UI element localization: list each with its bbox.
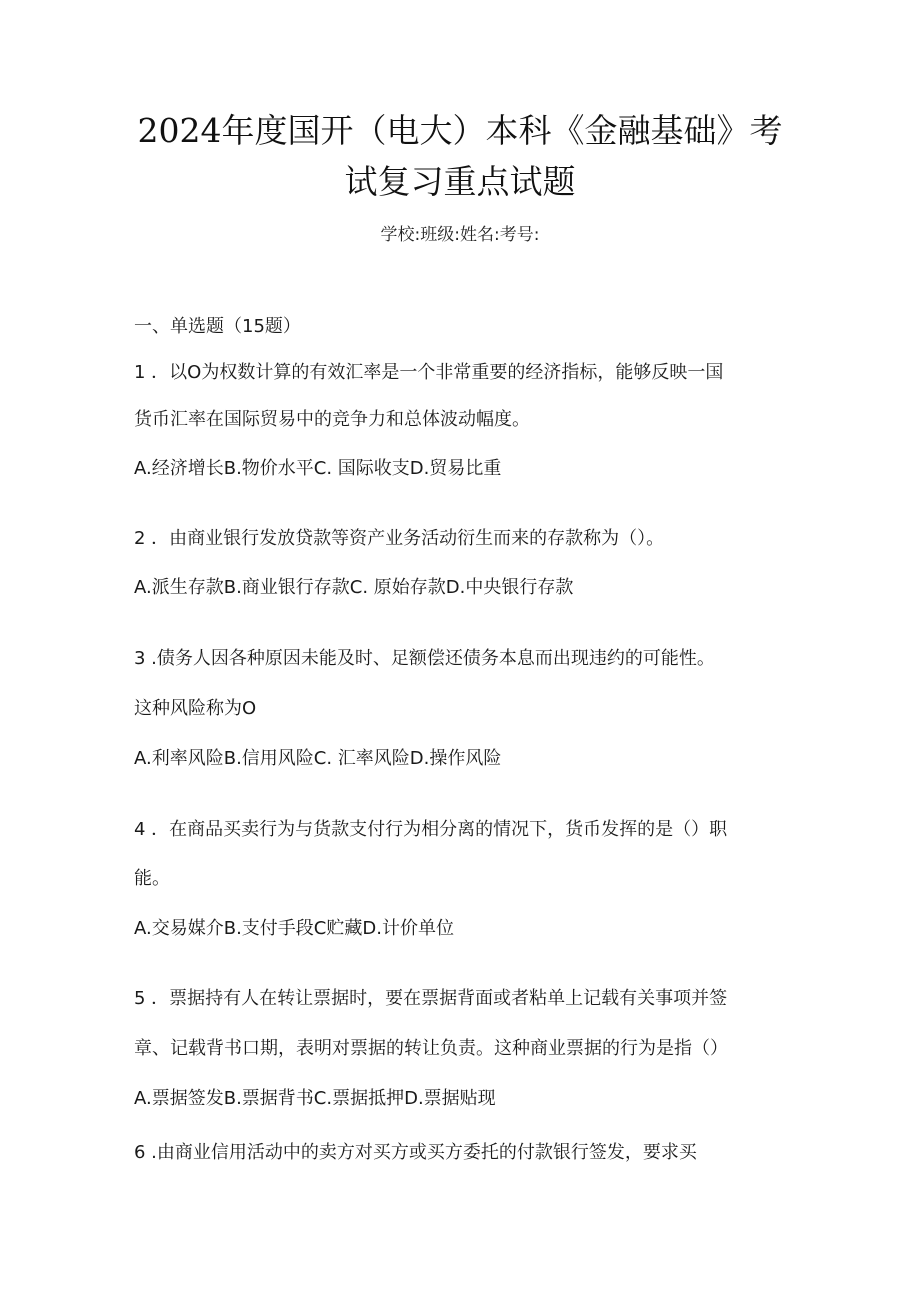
question-3-text-line-2: 这种风险称为O [134, 698, 257, 719]
question-6-text-line-1: 6 .由商业信用活动中的卖方对买方或买方委托的付款银行签发，要求买 [134, 1142, 697, 1163]
document-title-line-1: 2024年度国开（电大）本科《金融基础》考 [137, 111, 783, 150]
question-2-text-line-1: 2 ．由商业银行发放贷款等资产业务活动衍生而来的存款称为（）。 [134, 528, 665, 549]
section-heading: 一、单选题（15题） [134, 316, 301, 337]
question-1-options: A.经济增长B.物价水平C. 国际收支D.贸易比重 [134, 458, 502, 479]
question-1-text-line-1: 1 ．以O为权数计算的有效汇率是一个非常重要的经济指标，能够反映一国 [134, 362, 724, 383]
question-4-options: A.交易媒介B.支付手段C贮藏D.计价单位 [134, 918, 454, 939]
question-3-text-line-1: 3 .债务人因各种原因未能及时、足额偿还债务本息而出现违约的可能性。 [134, 648, 715, 669]
question-3-options: A.利率风险B.信用风险C. 汇率风险D.操作风险 [134, 748, 502, 769]
question-2-options: A.派生存款B.商业银行存款C. 原始存款D.中央银行存款 [134, 577, 574, 598]
question-4-text-line-1: 4 ．在商品买卖行为与货款支付行为相分离的情况下，货币发挥的是（）职 [134, 819, 728, 840]
question-5-text-line-1: 5 ．票据持有人在转让票据时，要在票据背面或者粘单上记载有关事项并签 [134, 988, 728, 1009]
question-4-text-line-2: 能。 [134, 868, 170, 889]
question-5-options: A.票据签发B.票据背书C.票据抵押D.票据贴现 [134, 1088, 496, 1109]
question-1-text-line-2: 货币汇率在国际贸易中的竞争力和总体波动幅度。 [134, 409, 530, 430]
question-5-text-line-2: 章、记载背书口期，表明对票据的转让负责。这种商业票据的行为是指（） [134, 1038, 728, 1059]
student-info-line: 学校:班级:姓名:考号: [380, 225, 540, 245]
document-title-line-2: 试复习重点试题 [344, 162, 576, 201]
